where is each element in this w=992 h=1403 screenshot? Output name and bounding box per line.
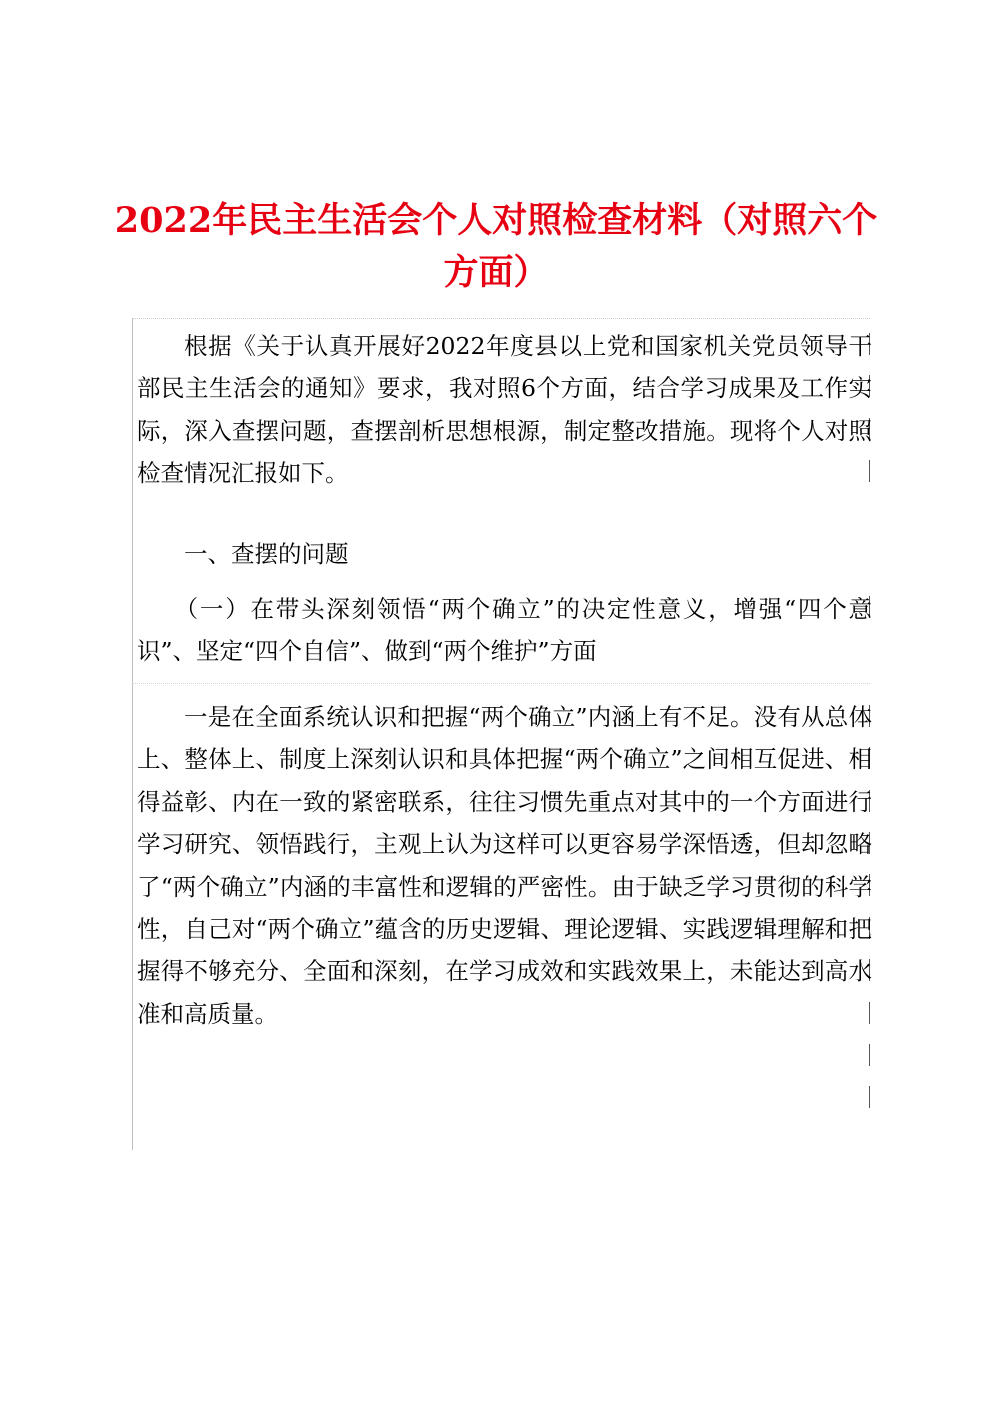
text-frame-divider xyxy=(132,683,870,684)
text-frame-left-border xyxy=(132,318,133,1150)
subsection-heading: （一）在带头深刻领悟“两个确立”的决定性意义，增强“四个意识”、坚定“四个自信”、做到“两个维护”方面 xyxy=(137,595,872,666)
body-paragraph: 一是在全面系统认识和把握“两个确立”内涵上有不足。没有从总体上、整体上、制度上深刻认识和具体把握“两个确立”之间相互促进、相得益彰、内在一致的紧密联系，往往习惯先重点对其中的一个方面进行学习研究、领悟践行，主观上认为这样可以更容易学深悟透，但却忽略了“两个确立”内涵的丰富性和逻辑的严密性。由于缺乏学习贯彻的科学性，自己对“两个确立”蕴含的历史逻辑、理论逻辑、实践逻辑理解和把握得不够充分、全面和深刻，在学习成效和实践效果上，未能达到高水准和高质量。 xyxy=(137,703,872,1028)
text-frame-top-border xyxy=(132,318,870,319)
intro-paragraph: 根据《关于认真开展好2022年度县以上党和国家机关党员领导干部民主生活会的通知》要求，我对照6个方面，结合学习成果及工作实际，深入查摆问题，查摆剖析思想根源，制定整改措施。现将个人对照检查情况汇报如下。 xyxy=(137,332,872,488)
line-end-marker xyxy=(869,1044,870,1066)
document-title: 2022年民主生活会个人对照检查材料（对照六个方面） xyxy=(114,200,878,294)
section-heading: 一、查摆的问题 xyxy=(184,540,349,568)
line-end-marker xyxy=(869,1086,870,1108)
